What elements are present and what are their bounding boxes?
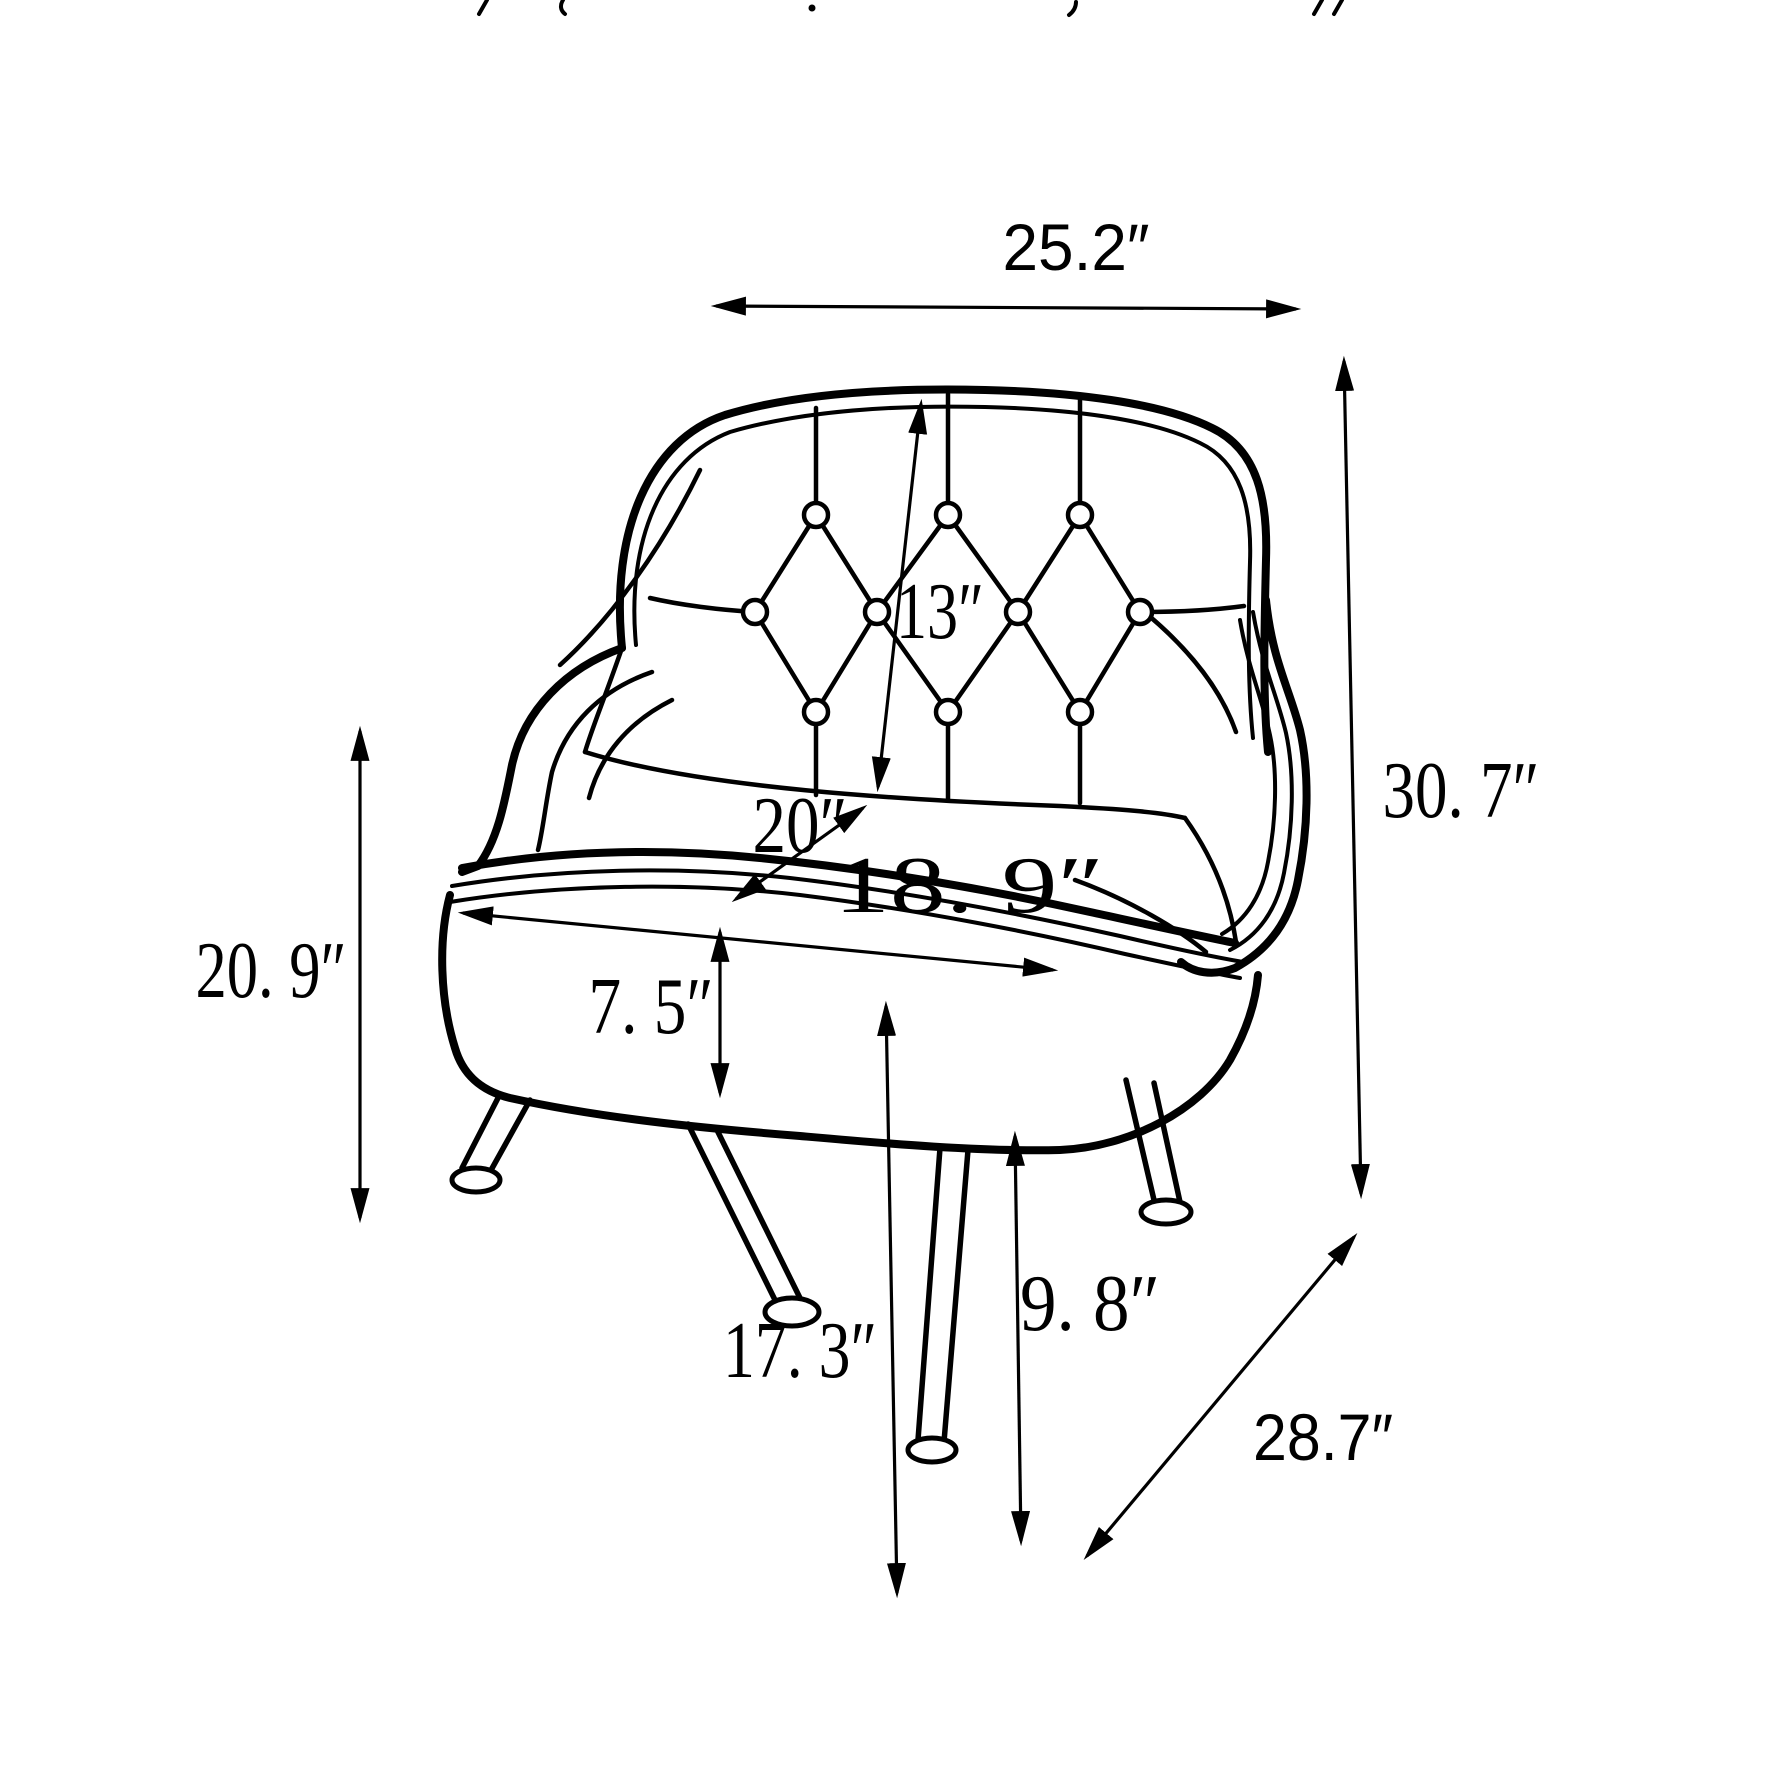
dim-label-cushion-thickness: 7. 5″ <box>588 963 714 1051</box>
left-arm-inner-curve <box>538 672 652 850</box>
left-arm-scroll-curve <box>589 700 672 798</box>
dim-label-seat-width: 18. 9″ <box>834 842 1104 930</box>
rear-center-leg <box>918 1148 968 1442</box>
dim-label-overall-height: 30. 7″ <box>1382 747 1540 835</box>
seat-back-edge <box>585 752 1185 818</box>
right-leg <box>1126 1080 1180 1202</box>
right-foot <box>1141 1200 1191 1224</box>
front-center-leg <box>688 1124 800 1302</box>
overall-width-arrow <box>716 306 1296 309</box>
dim-label-seat-height: 17. 3″ <box>723 1307 877 1395</box>
front-left-leg <box>462 1098 530 1172</box>
seat-height-arrow <box>886 1006 897 1593</box>
dimension-annotations <box>196 210 1540 1593</box>
dim-label-arm-height: 20. 9″ <box>195 927 347 1015</box>
dim-label-seat-depth: 20″ <box>752 782 848 870</box>
dim-label-overall-width: 25.2″ <box>1002 210 1150 284</box>
seat-right-edge <box>1185 818 1236 942</box>
dim-label-leg-height: 9. 8″ <box>1020 1260 1160 1348</box>
front-left-foot <box>452 1168 500 1192</box>
dim-label-overall-depth: 28.7″ <box>1253 1400 1393 1474</box>
right-back-panel-seam <box>1148 615 1236 732</box>
dim-label-back-height: 13″ <box>896 568 984 656</box>
rear-center-foot <box>908 1438 956 1462</box>
clipped-text-fragments <box>479 0 1342 15</box>
overall-height-arrow <box>1344 361 1361 1194</box>
left-back-panel-seam <box>560 470 700 665</box>
